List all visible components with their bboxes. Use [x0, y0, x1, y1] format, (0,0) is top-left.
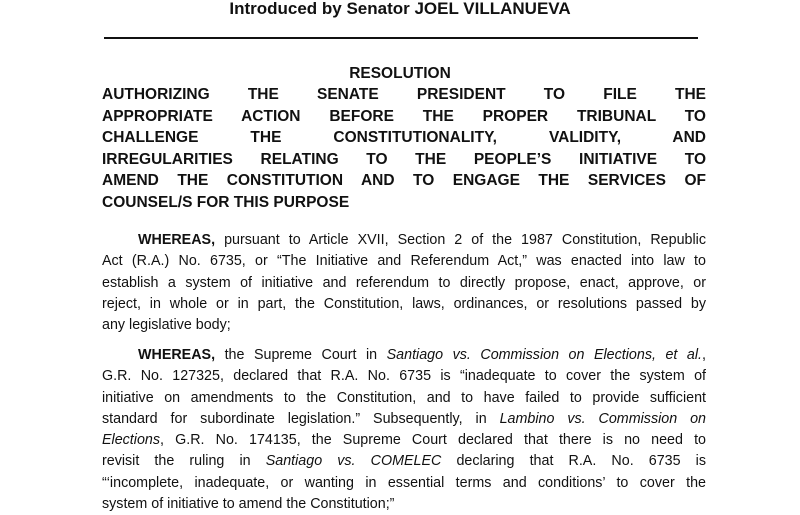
paragraph-line [102, 345, 706, 366]
resolution-title-line: AMEND THE CONSTITUTION AND TO ENGAGE THE SERVICES OF [102, 172, 706, 189]
paragraph-line: establish a system of initiative and referendum to directly propose, enact, approve, or [102, 274, 706, 291]
case-citation: Santiago vs. Commission on Elections, et al. [386, 347, 702, 363]
horizontal-rule [104, 37, 698, 39]
resolution-title-line: AUTHORIZING THE SENATE PRESIDENT TO FILE THE [102, 86, 706, 103]
resolution-title-line: APPROPRIATE ACTION BEFORE THE PROPER TRIBUNAL TO [102, 107, 706, 125]
paragraph-line [102, 230, 706, 251]
paragraph-text: standard for subordinate legislation.” Subsequently, in [102, 410, 500, 427]
case-citation: Lambino vs. Commission on [499, 410, 707, 427]
resolution-title-line: CHALLENGE THE CONSTITUTIONALITY, VALIDITY, AND [102, 129, 706, 146]
paragraph-text: , G.R. No. 174135, the Supreme Court declared that there is no need to [160, 432, 706, 449]
introduced-by-line: Introduced by Senator JOEL VILLANUEVA [229, 0, 571, 18]
case-citation: Santiago vs. COMELEC [265, 453, 442, 470]
paragraph-line: “‘incomplete, inadequate, or wanting in essential terms and conditions’ to cover the [102, 474, 706, 491]
paragraph-line [102, 430, 706, 451]
whereas-keyword: WHEREAS, [138, 347, 216, 363]
paragraph-line: G.R. No. 127325, declared that R.A. No. 6735 is “inadequate to cover the system of [102, 368, 706, 385]
case-citation: Elections [102, 432, 161, 449]
paragraph-text: pursuant to Article XVII, Section 2 of the 1987 Constitution, Republic [215, 232, 706, 248]
paragraph-line: system of initiative to amend the Constitution;” [102, 496, 395, 513]
resolution-title-line: COUNSEL/S FOR THIS PURPOSE [102, 193, 350, 211]
paragraph-line [102, 451, 706, 472]
paragraph-text: the Supreme Court in [215, 347, 387, 363]
paragraph-line: initiative on amendments to the Constitution, and to have failed to provide sufficient [102, 389, 706, 406]
resolution-label: RESOLUTION [349, 65, 451, 82]
paragraph-text: , [702, 347, 706, 363]
paragraph-text: declaring that R.A. No. 6735 is [441, 453, 706, 470]
whereas-keyword: WHEREAS, [138, 232, 216, 248]
paragraph-line [102, 409, 706, 430]
paragraph-line: any legislative body; [102, 317, 231, 334]
resolution-title [102, 84, 706, 213]
paragraph-line: reject, in whole or in part, the Constitution, laws, ordinances, or resolutions passed by [102, 295, 706, 312]
paragraph-text: revisit the ruling in [102, 453, 266, 470]
paragraph-line: Act (R.A.) No. 6735, or “The Initiative and Referendum Act,” was enacted into law to [102, 253, 706, 270]
whereas-paragraph-1 [102, 230, 706, 336]
resolution-title-line: IRREGULARITIES RELATING TO THE PEOPLE’S INITIATIVE TO [102, 150, 706, 168]
whereas-paragraph-2 [102, 345, 706, 515]
